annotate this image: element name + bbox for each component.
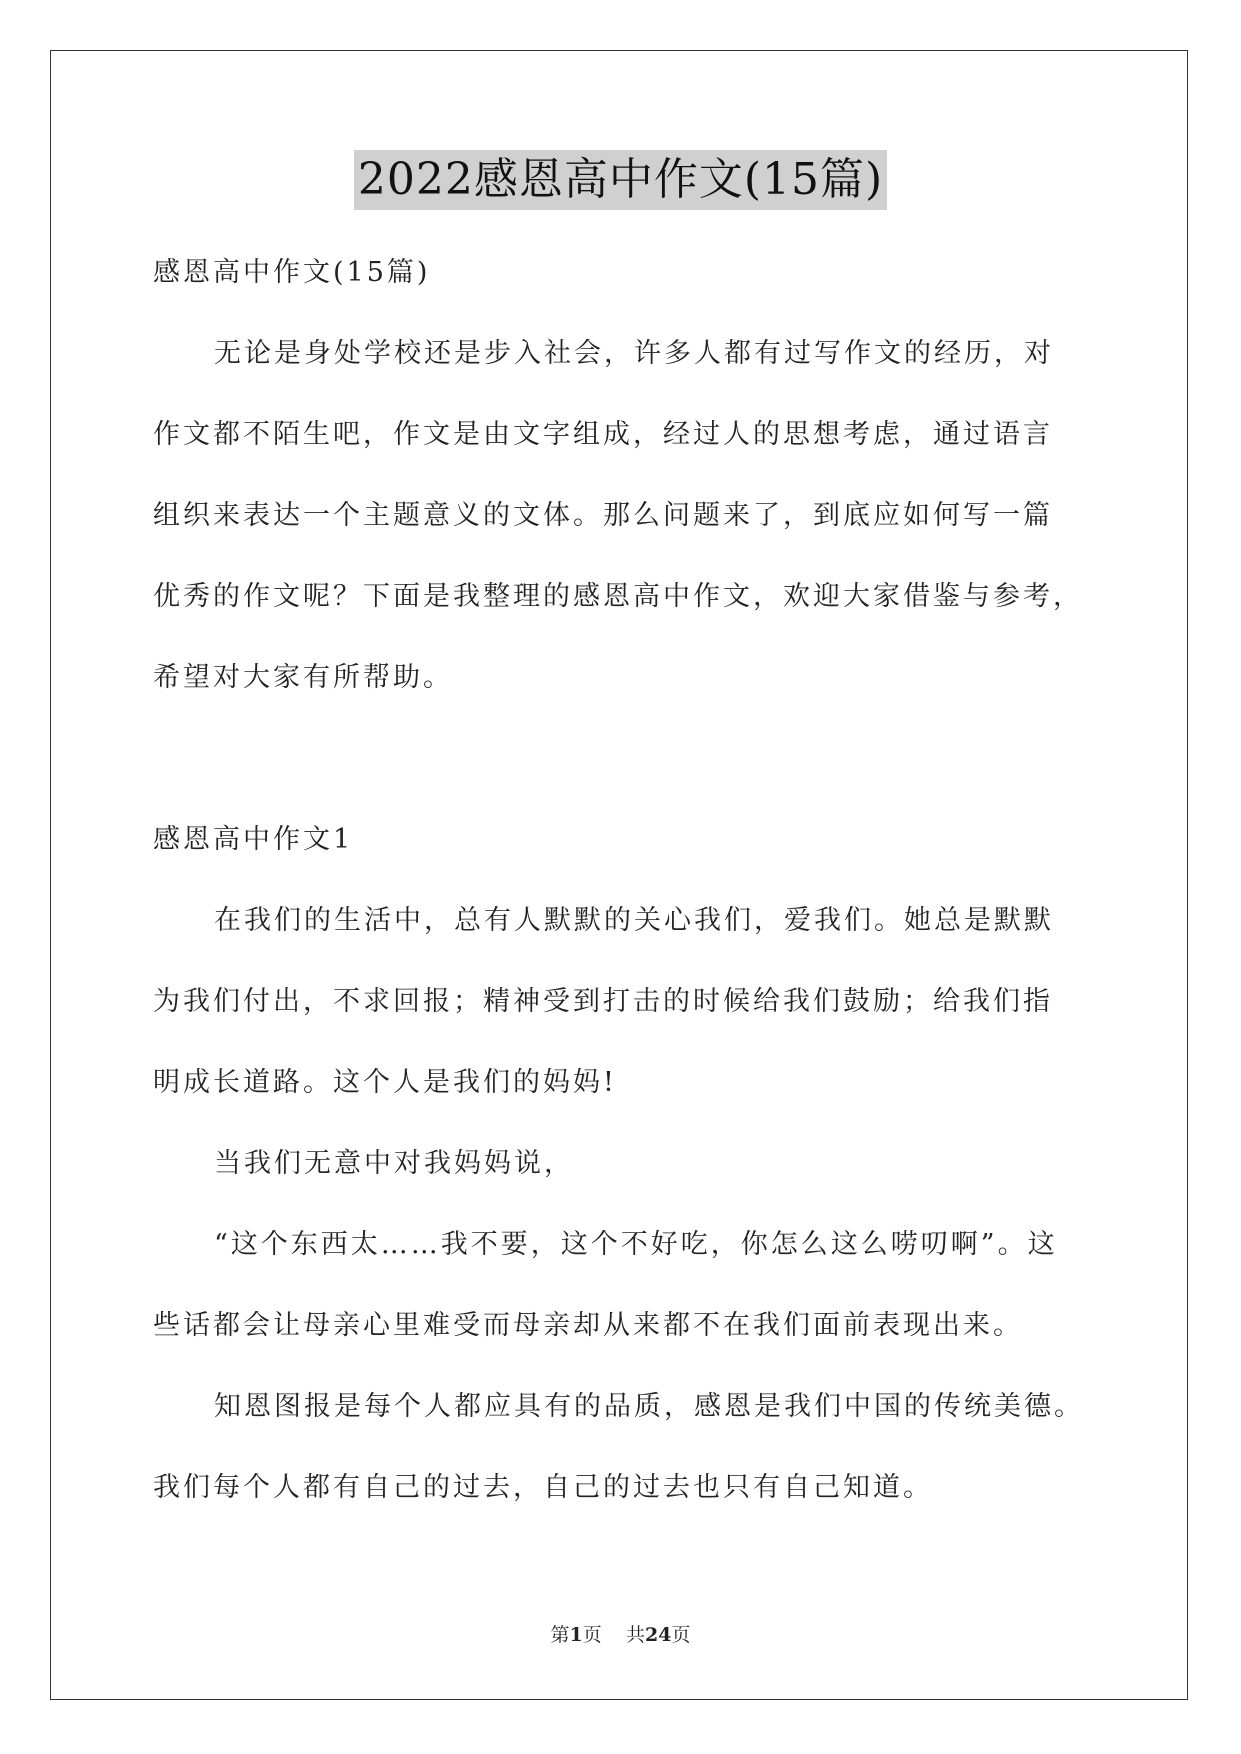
document-body	[153, 232, 1108, 1528]
body-line: 知恩图报是每个人都应具有的品质，感恩是我们中国的传统美德。	[214, 1391, 1084, 1422]
total-suffix: 页	[671, 1624, 691, 1646]
total-prefix: 共	[625, 1624, 645, 1646]
subtitle: 感恩高中作文(15篇)	[153, 257, 431, 288]
intro-line: 无论是身处学校还是步入社会，许多人都有过写作文的经历，对	[214, 338, 1054, 369]
spacer	[153, 718, 1108, 799]
total-pages: 24	[644, 1624, 672, 1646]
body-line: “这个东西太……我不要，这个不好吃，你怎么这么唠叨啊”。这	[214, 1229, 1058, 1260]
page-number: 1	[569, 1624, 583, 1646]
body-line: 我们每个人都有自己的过去，自己的过去也只有自己知道。	[153, 1472, 933, 1503]
body-line: 在我们的生活中，总有人默默的关心我们，爱我们。她总是默默	[214, 905, 1054, 936]
title-container	[0, 150, 1241, 210]
body-line: 当我们无意中对我妈妈说，	[214, 1148, 574, 1179]
page-footer	[0, 1620, 1241, 1647]
section-heading: 感恩高中作文1	[153, 824, 354, 855]
document-title: 2022感恩高中作文(15篇)	[354, 150, 887, 210]
intro-line: 希望对大家有所帮助。	[153, 662, 453, 693]
intro-line: 作文都不陌生吧，作文是由文字组成，经过人的思想考虑，通过语言	[153, 419, 1053, 450]
page-suffix: 页	[582, 1624, 602, 1646]
intro-line: 优秀的作文呢？下面是我整理的感恩高中作文，欢迎大家借鉴与参考，	[153, 581, 1083, 612]
intro-line: 组织来表达一个主题意义的文体。那么问题来了，到底应如何写一篇	[153, 500, 1053, 531]
page-prefix: 第	[550, 1624, 570, 1646]
body-line: 为我们付出，不求回报；精神受到打击的时候给我们鼓励；给我们指	[153, 986, 1053, 1017]
body-line: 些话都会让母亲心里难受而母亲却从来都不在我们面前表现出来。	[153, 1310, 1023, 1341]
body-line: 明成长道路。这个人是我们的妈妈!	[153, 1067, 617, 1098]
